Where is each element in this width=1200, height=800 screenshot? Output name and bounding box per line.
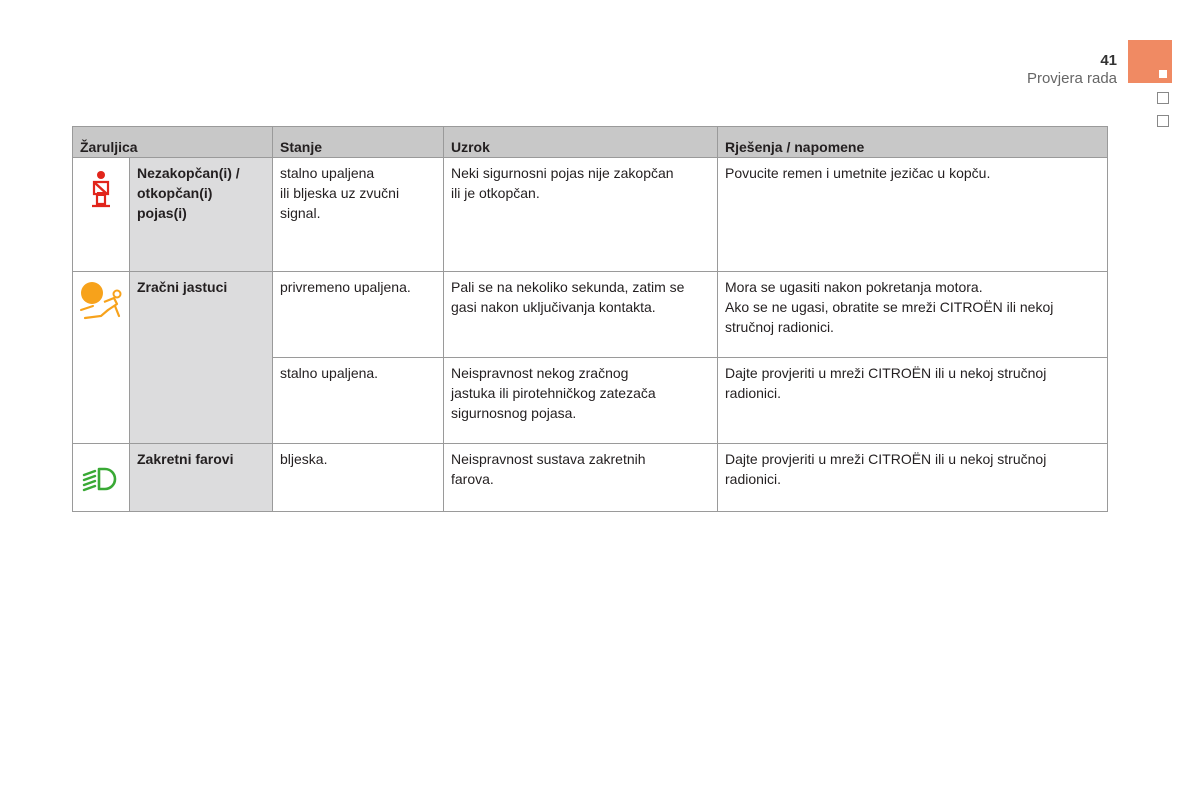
directional-headlamp-icon bbox=[81, 466, 121, 492]
chapter-tab-marker bbox=[1128, 40, 1172, 83]
table-header-row bbox=[73, 127, 1108, 158]
header-cause: Uzrok bbox=[444, 127, 718, 158]
chapter-tab-dot bbox=[1159, 70, 1167, 78]
cause-cell: Neispravnost sustava zakretnih farova. bbox=[444, 444, 718, 512]
solution-cell: Povucite remen i umetnite jezičac u kopču. bbox=[718, 158, 1108, 272]
table-row bbox=[73, 158, 1108, 272]
lamp-name: Zakretni farovi bbox=[130, 444, 273, 512]
solution-cell: Dajte provjeriti u mreži CITROËN ili u nekoj stručnoj radionici. bbox=[718, 358, 1108, 444]
lamp-name: Nezakopčan(i) / otkopčan(i) pojas(i) bbox=[130, 158, 273, 272]
cause-cell: Pali se na nekoliko sekunda, zatim se gasi nakon uključivanja kontakta. bbox=[444, 272, 718, 358]
airbag-icon bbox=[77, 278, 125, 324]
solution-cell: Mora se ugasiti nakon pokretanja motora. Ako se ne ugasi, obratite se mreži CITROËN ili nekoj stručnoj radionici. bbox=[718, 272, 1108, 358]
page-number: 41 bbox=[1100, 52, 1117, 69]
state-cell: bljeska. bbox=[273, 444, 444, 512]
table-row bbox=[73, 272, 1108, 358]
header-lamp: Žaruljica bbox=[73, 127, 273, 158]
icon-cell bbox=[73, 444, 130, 512]
icon-cell bbox=[73, 158, 130, 272]
icon-cell bbox=[73, 272, 130, 444]
warning-lamp-table bbox=[72, 126, 1108, 512]
state-cell: privremeno upaljena. bbox=[273, 272, 444, 358]
header-state: Stanje bbox=[273, 127, 444, 158]
seatbelt-icon bbox=[86, 170, 116, 210]
lamp-name: Zračni jastuci bbox=[130, 272, 273, 444]
state-cell: stalno upaljena. bbox=[273, 358, 444, 444]
state-cell: stalno upaljena ili bljeska uz zvučni signal. bbox=[273, 158, 444, 272]
solution-cell: Dajte provjeriti u mreži CITROËN ili u nekoj stručnoj radionici. bbox=[718, 444, 1108, 512]
chapter-marker-empty-1 bbox=[1157, 92, 1169, 104]
table-row bbox=[73, 444, 1108, 512]
header-solution: Rješenja / napomene bbox=[718, 127, 1108, 158]
chapter-marker-empty-2 bbox=[1157, 115, 1169, 127]
cause-cell: Neispravnost nekog zračnog jastuka ili pirotehničkog zatezača sigurnosnog pojasa. bbox=[444, 358, 718, 444]
cause-cell: Neki sigurnosni pojas nije zakopčan ili je otkopčan. bbox=[444, 158, 718, 272]
section-title: Provjera rada bbox=[1026, 70, 1117, 87]
